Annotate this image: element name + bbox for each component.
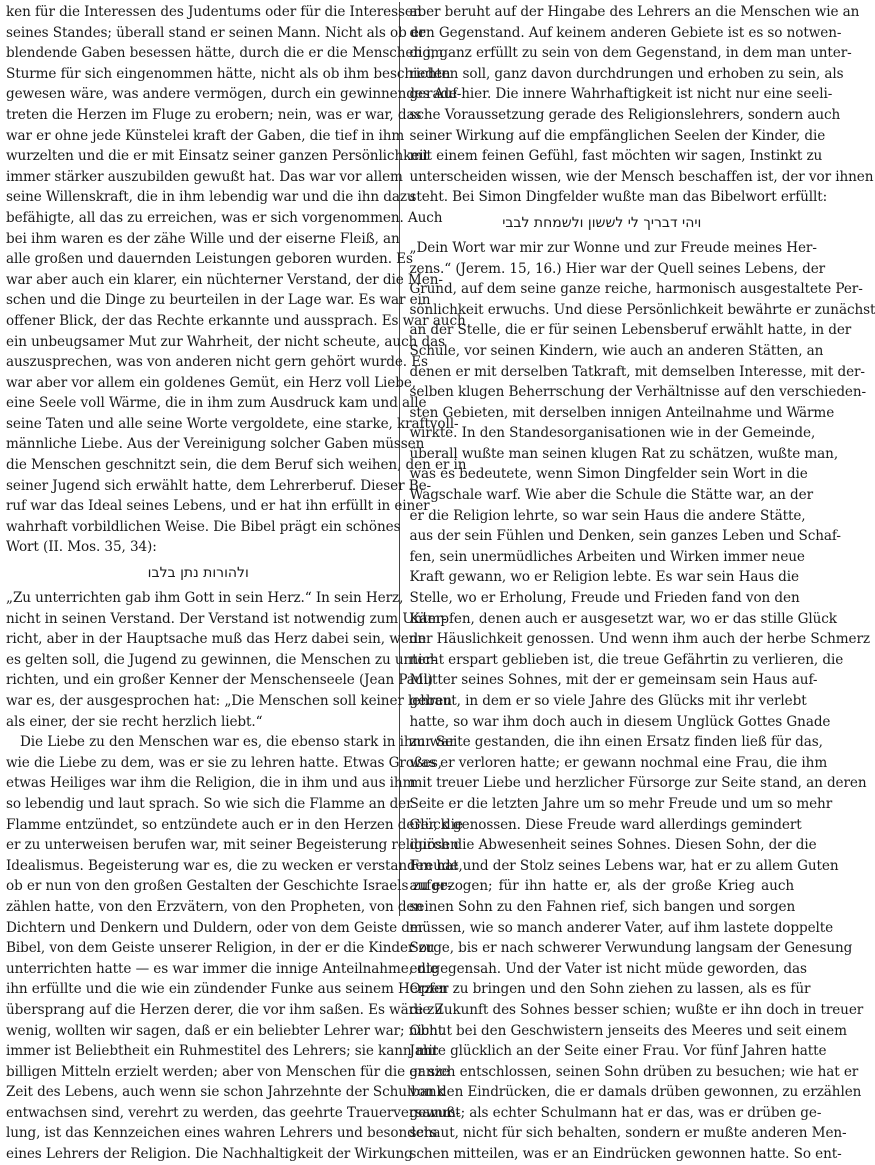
text-line: Stelle, wo er Erholung, Freude und Frieden fand von den bbox=[409, 590, 800, 607]
text-line: befähigte, all das zu erreichen, was er sich vorgenommen. Auch bbox=[6, 209, 443, 226]
text-line: männliche Liebe. Aus der Vereinigung solcher Gaben müssen bbox=[6, 436, 425, 453]
text-line: Die Liebe zu den Menschen war es, die ebenso stark in ihm war bbox=[20, 734, 456, 751]
text-line: immer ist Beliebtheit ein Ruhmestitel des Lehrers; sie kann mit bbox=[6, 1043, 439, 1060]
text-line: müssen, wie so manch anderer Vater, auf ihm lastete doppelte bbox=[409, 919, 834, 936]
text-line: die Zukunft des Sohnes besser schien; wußte er ihn doch in treuer bbox=[409, 1001, 864, 1018]
text-line: richt, aber in der Hauptsache muß das Herz dabei sein, wenn bbox=[6, 631, 426, 648]
text-line: „Dein Wort war mir zur Wonne und zur Freude meines Her- bbox=[409, 239, 817, 256]
hebrew-quote-1: ולהורות נתן בלבו bbox=[147, 565, 249, 582]
right-paragraph-1 bbox=[409, 2, 874, 208]
right-column bbox=[409, 2, 875, 1163]
text-line: ihn erfüllte und die wie ein zündender Funke aus seinem Herzen bbox=[6, 981, 448, 998]
text-line: er die Religion lehrte, so war sein Haus die andere Stätte, bbox=[409, 507, 806, 524]
text-line: Glück genossen. Diese Freude ward allerdings gemindert bbox=[409, 816, 802, 833]
text-line: was es bedeutete, wenn Simon Dingfelder sein Wort in die bbox=[409, 466, 808, 483]
text-line: Kraft gewann, wo er Religion lebte. Es war sein Haus die bbox=[409, 569, 799, 586]
text-line: Kämpfen, denen auch er ausgesetzt war, wo er das stille Glück bbox=[409, 610, 837, 627]
text-line: fen, sein unermüdliches Arbeiten und Wirken immer neue bbox=[409, 548, 805, 565]
text-line: ob er nun von den großen Gestalten der Geschichte Israels zu er- bbox=[6, 878, 452, 895]
text-line: offener Blick, der das Rechte erkannte und aussprach. Es war auch bbox=[6, 312, 466, 329]
text-line: Schule, vor seinen Kindern, wie auch an anderen Stätten, an bbox=[409, 342, 824, 359]
text-line: Flamme entzündet, so entzündete auch er in den Herzen derer, die bbox=[6, 816, 463, 833]
text-line: nicht in seinen Verstand. Der Verstand ist notwendig zum Unter- bbox=[6, 610, 447, 627]
text-line: blendende Gaben besessen hätte, durch die er die Menschen im bbox=[6, 45, 444, 62]
text-line: richten soll, ganz davon durchdrungen und erhoben zu sein, als bbox=[409, 65, 844, 82]
text-line: war aber vor allem ein goldenes Gemüt, ein Herz voll Liebe, bbox=[6, 374, 416, 391]
text-line: übersprang auf die Herzen derer, die vor ihm saßen. Es wäre zu bbox=[6, 1001, 443, 1018]
text-line: überall wußte man seinen klugen Rat zu schätzen, wußte man, bbox=[409, 445, 839, 462]
text-line: dig, ganz erfüllt zu sein von dem Gegenstand, in dem man unter- bbox=[409, 45, 852, 62]
text-line: selben klugen Beherrschung der Verhältnisse auf den verschieden- bbox=[409, 384, 867, 401]
text-line: als einer, der sie recht herzlich liebt.“ bbox=[6, 713, 263, 730]
text-line: den Gegenstand. Auf keinem anderen Gebiete ist es so notwen- bbox=[409, 24, 842, 41]
text-line: zens.“ (Jerem. 15, 16.) Hier war der Quell seines Lebens, der bbox=[409, 260, 826, 277]
hebrew-quote-2: ויהי דבריך לי לששון ולשמחת לבבי bbox=[502, 214, 702, 231]
text-line: sten Gebieten, mit derselben innigen Anteilnahme und Wärme bbox=[409, 404, 835, 421]
text-line: steht. Bei Simon Dingfelder wußte man das Bibelwort erfüllt: bbox=[409, 189, 828, 206]
text-line: Opfer zu bringen und den Sohn ziehen zu lassen, als es für bbox=[409, 981, 811, 998]
text-line: seinen Sohn zu den Fahnen rief, sich bangen und sorgen bbox=[409, 898, 796, 915]
text-line: schaut, nicht für sich behalten, sondern er mußte anderen Men- bbox=[409, 1125, 847, 1142]
text-line: wie die Liebe zu dem, was er sie zu lehren hatte. Etwas Großes, bbox=[6, 754, 442, 771]
text-line: ruf war das Ideal seines Lebens, und er hat ihn erfüllt in einer bbox=[6, 498, 430, 515]
text-line: wahrhaft vorbildlichen Weise. Die Bibel prägt ein schönes bbox=[6, 518, 401, 535]
text-line: Sorge, bis er nach schwerer Verwundung langsam der Genesung bbox=[409, 940, 853, 957]
text-line: seines Standes; überall stand er seinen Mann. Nicht als ob er bbox=[6, 24, 426, 41]
text-line: gewesen wäre, was andere vermögen, durch ein gewinnendes Auf- bbox=[6, 86, 462, 103]
text-line: seine Taten und alle seine Worte vergoldete, eine starke, kraftvoll- bbox=[6, 415, 459, 432]
text-line: Wagschale warf. Wie aber die Schule die Stätte war, an der bbox=[409, 487, 813, 504]
text-line: wirkte. In den Standesorganisationen wie in der Gemeinde, bbox=[409, 425, 816, 442]
text-line: Bibel, von dem Geiste unserer Religion, in der er die Kinder zu bbox=[6, 940, 435, 957]
text-line: unterscheiden wissen, wie der Mensch beschaffen ist, der vor ihnen bbox=[409, 168, 874, 185]
text-line: Dichtern und Denkern und Duldern, oder von dem Geiste der bbox=[6, 919, 425, 936]
text-line: lung, ist das Kennzeichen eines wahren Lehrers und besonders bbox=[6, 1125, 437, 1142]
text-line: er sich entschlossen, seinen Sohn drüben zu besuchen; wie hat er bbox=[409, 1063, 859, 1080]
text-line: so lebendig und laut sprach. So wie sich die Flamme an der bbox=[6, 795, 413, 812]
text-line: eines Lehrers der Religion. Die Nachhaltigkeit der Wirkung bbox=[6, 1146, 413, 1163]
right-paragraph-2 bbox=[409, 238, 875, 1165]
text-line: seine Willenskraft, die in ihm lebendig war und die ihn dazu bbox=[6, 189, 416, 206]
text-line: Seite er die letzten Jahre um so mehr Freude und um so mehr bbox=[409, 795, 833, 812]
text-line: seiner Jugend sich erwählt hatte, dem Lehrerberuf. Dieser Be- bbox=[6, 477, 432, 494]
text-line: Freude und der Stolz seines Lebens war, hat er zu allem Guten bbox=[409, 857, 839, 874]
text-line: mit treuer Liebe und herzlicher Fürsorge zur Seite stand, an deren bbox=[409, 775, 867, 792]
text-line: immer stärker auszubilden gewußt hat. Das war vor allem bbox=[6, 168, 403, 185]
text-line: er zu unterweisen berufen war, mit seiner Begeisterung religiösen bbox=[6, 837, 459, 854]
text-line: etwas Heiliges war ihm die Religion, die in ihm und aus ihm bbox=[6, 775, 416, 792]
text-line: die Menschen geschnitzt sein, die dem Beruf sich weihen, den er in bbox=[6, 457, 467, 474]
text-line: aus der sein Fühlen und Denken, sein ganzes Leben und Schaf- bbox=[409, 528, 841, 545]
text-line: wurzelten und die er mit Einsatz seiner ganzen Persönlichkeit bbox=[6, 148, 429, 165]
text-line: alle großen und dauernden Leistungen geboren wurden. Es bbox=[6, 251, 413, 268]
text-line: aufgezogen; für ihn hatte er, als der große Krieg auch bbox=[409, 878, 794, 895]
text-line: zur Seite gestanden, die ihn einen Ersatz finden ließ für das, bbox=[409, 734, 823, 751]
text-line: eine Seele voll Wärme, die in ihm zum Ausdruck kam und alle bbox=[6, 395, 427, 412]
text-line: war es, der ausgesprochen hat: „Die Menschen soll keiner lehren bbox=[6, 693, 452, 709]
text-line: richten, und ein großer Kenner der Menschenseele (Jean Paul) bbox=[6, 672, 433, 689]
text-line: mit einem feinen Gefühl, fast möchten wir sagen, Instinkt zu bbox=[409, 148, 823, 165]
left-paragraph-3 bbox=[6, 732, 463, 1164]
text-line: entgegensah. Und der Vater ist nicht müde geworden, das bbox=[409, 960, 807, 977]
text-line: sche Voraussetzung gerade des Religionslehrers, sondern auch bbox=[409, 106, 841, 123]
left-column bbox=[6, 2, 467, 1163]
text-line: gewußt; als echter Schulmann hat er das, was er drüben ge- bbox=[409, 1104, 822, 1121]
text-line: gerade hier. Die innere Wahrhaftigkeit ist nicht nur eine seeli- bbox=[409, 86, 833, 103]
text-line: seiner Wirkung auf die empfänglichen Seelen der Kinder, die bbox=[409, 127, 826, 144]
text-line: nicht erspart geblieben ist, die treue Gefährtin zu verlieren, die bbox=[409, 651, 844, 668]
text-line: auszusprechen, was von anderen nicht gern gehört wurde. Es bbox=[6, 354, 428, 371]
text-line: „Zu unterrichten gab ihm Gott in sein Herz.“ In sein Herz, bbox=[6, 590, 404, 607]
left-paragraph-2 bbox=[6, 588, 452, 732]
text-line: zählen hatte, von den Erzvätern, von den Propheten, von den bbox=[6, 898, 424, 915]
text-line: unterrichten hatte — es war immer die innige Anteilnahme, die bbox=[6, 960, 438, 977]
text-line: Sturme für sich eingenommen hätte, nicht als ob ihm beschieden bbox=[6, 65, 451, 82]
text-line: Jahre glücklich an der Seite einer Frau. Vor fünf Jahren hatte bbox=[409, 1043, 827, 1060]
text-line: Wort (II. Mos. 35, 34): bbox=[6, 539, 157, 556]
text-line: durch die Abwesenheit seines Sohnes. Diesen Sohn, der die bbox=[409, 837, 817, 854]
text-line: Zeit des Lebens, auch wenn sie schon Jahrzehnte der Schulbank bbox=[6, 1084, 445, 1101]
text-line: von den Eindrücken, die er damals drüben gewonnen, zu erzählen bbox=[409, 1084, 862, 1101]
text-line: denen er mit derselben Tatkraft, mit demselben Interesse, mit der- bbox=[409, 363, 865, 380]
text-line: schen und die Dinge zu beurteilen in der Lage war. Es war ein bbox=[6, 292, 431, 309]
text-line: war aber auch ein klarer, ein nüchterner Verstand, der die Men- bbox=[6, 271, 443, 288]
text-line: aber beruht auf der Hingabe des Lehrers an die Menschen wie an bbox=[409, 4, 860, 20]
text-line: Idealismus. Begeisterung war es, die zu wecken er verstanden hat, bbox=[6, 857, 463, 874]
text-line: treten die Herzen im Fluge zu erobern; nein, was er war, das bbox=[6, 106, 422, 123]
left-paragraph-1 bbox=[6, 2, 467, 558]
text-line: ken für die Interessen des Judentums oder für die Interessen bbox=[6, 4, 422, 20]
text-line: gebaut, in dem er so viele Jahre des Glücks mit ihr verlebt bbox=[409, 693, 807, 709]
text-line: war er ohne jede Künstelei kraft der Gaben, die tief in ihm bbox=[6, 127, 405, 144]
text-line: Grund, auf dem seine ganze reiche, harmonisch ausgestaltete Per- bbox=[409, 281, 863, 298]
text-line: der Häuslichkeit genossen. Und wenn ihm auch der herbe Schmerz bbox=[409, 631, 870, 648]
text-line: es gelten soll, die Jugend zu gewinnen, die Menschen zu unter- bbox=[6, 651, 437, 668]
text-line: entwachsen sind, verehrt zu werden, das geehrte Trauerversamm- bbox=[6, 1104, 461, 1121]
text-line: ein unbeugsamer Mut zur Wahrheit, der nicht scheute, auch das bbox=[6, 333, 445, 350]
text-line: Mutter seines Sohnes, mit der er gemeinsam sein Haus auf- bbox=[409, 672, 818, 689]
text-line: wenig, wollten wir sagen, daß er ein beliebter Lehrer war; nicht bbox=[6, 1022, 444, 1039]
text-line: sönlichkeit erwuchs. Und diese Persönlichkeit bewährte er zunächst bbox=[409, 301, 875, 318]
text-line: bei ihm waren es der zähe Wille und der eiserne Fleiß, an bbox=[6, 230, 400, 247]
text-line: Obhut bei den Geschwistern jenseits des Meeres und seit einem bbox=[409, 1022, 847, 1039]
text-line: an der Stelle, die er für seinen Lebensberuf erwählt hatte, in der bbox=[409, 322, 852, 339]
text-line: schen mitteilen, was er an Eindrücken gewonnen hatte. So ent- bbox=[409, 1146, 842, 1163]
text-line: billigen Mitteln erzielt werden; aber von Menschen für die ganze bbox=[6, 1063, 450, 1080]
text-line: hatte, so war ihm doch auch in diesem Unglück Gottes Gnade bbox=[409, 713, 831, 730]
text-line: was er verloren hatte; er gewann nochmal eine Frau, die ihm bbox=[409, 754, 828, 771]
